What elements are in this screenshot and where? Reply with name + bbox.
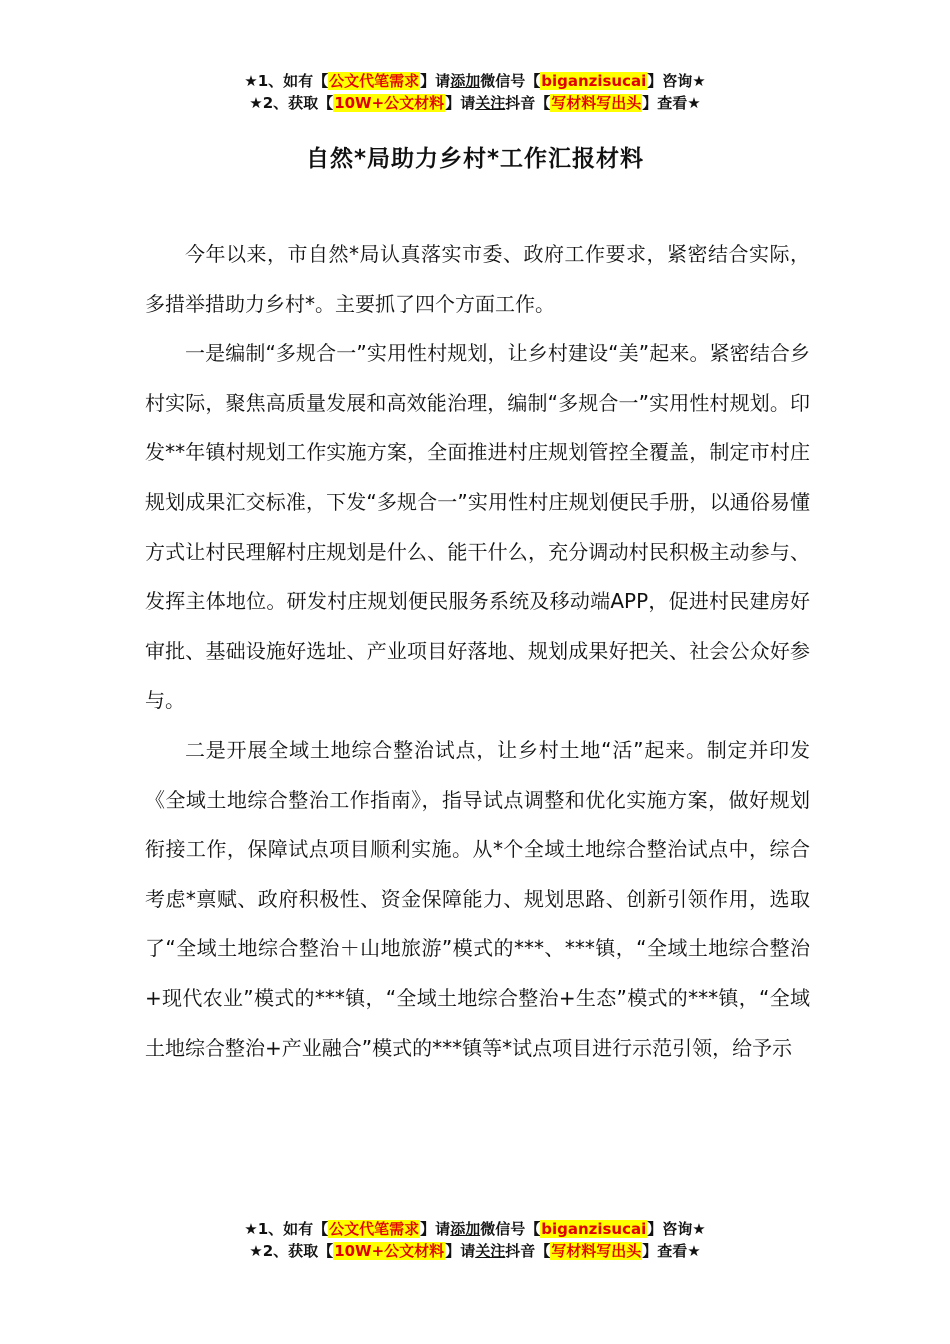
banner-highlight: 写材料写出头 [551, 94, 642, 112]
paragraph-land-consolidation: 二是开展全域土地综合整治试点，让乡村土地“活”起来。制定并印发《全域土地综合整治工作指南》，指导试点调整和优化实施方案，做好规划衔接工作，保障试点项目顺利实施。从*个全域土地综合整治试点中，综合考虑*禀赋、政府积极性、资金保障能力、规划思路、创新引领作用，选取了“全域土地综合整治＋山地旅游”模式的***、***镇，“全域土地综合整治+现代农业”模式的***镇，“全域土地综合整治+生态”模式的***镇，“全域土地综合整治+产业融合”模式的***镇等*试点项目进行示范引领，给予示 [145, 737, 810, 1060]
header-line-2 [0, 92, 950, 114]
banner-text: 】请 [445, 94, 476, 112]
banner-text: 抖音【 [505, 94, 551, 112]
banner-text: ★1、如有【 [244, 1220, 329, 1238]
paragraph-intro: 今年以来，市自然*局认真落实市委、政府工作要求，紧密结合实际，多措举措助力乡村*。主要抓了四个方面工作。 [145, 242, 810, 316]
banner-underlined: 关注 [475, 94, 506, 112]
banner-highlight: 写材料写出头 [551, 1242, 642, 1260]
banner-text: 】咨询★ [647, 1220, 706, 1238]
document-body [145, 230, 810, 1073]
banner-highlight: 10W+公文材料 [334, 94, 445, 112]
banner-text: 】查看★ [642, 94, 701, 112]
banner-highlight: biganzisucai [541, 1220, 647, 1238]
banner-text: 微信号【 [480, 72, 541, 90]
banner-highlight: 10W+公文材料 [334, 1242, 445, 1260]
banner-highlight: 公文代笔需求 [329, 72, 420, 90]
banner-text: ★2、获取【 [249, 1242, 334, 1260]
document-title: 自然*局助力乡村*工作汇报材料 [305, 146, 645, 172]
footer-banner [0, 1218, 950, 1262]
header-banner [0, 70, 950, 114]
banner-text: ★2、获取【 [249, 94, 334, 112]
banner-text: 】请 [420, 1220, 451, 1238]
banner-text: 】请 [445, 1242, 476, 1260]
banner-underlined: 关注 [475, 1242, 506, 1260]
banner-text: 】查看★ [642, 1242, 701, 1260]
paragraph-planning: 一是编制“多规合一”实用性村规划，让乡村建设“美”起来。紧密结合乡村实际，聚焦高质量发展和高效能治理，编制“多规合一”实用性村规划。印发**年镇村规划工作实施方案，全面推进村庄规划管控全覆盖，制定市村庄规划成果汇交标准，下发“多规合一”实用性村庄规划便民手册，以通俗易懂方式让村民理解村庄规划是什么、能干什么，充分调动村民积极主动参与、发挥主体地位。研发村庄规划便民服务系统及移动端APP，促进村民建房好审批、基础设施好选址、产业项目好落地、规划成果好把关、社会公众好参与。 [145, 341, 810, 713]
header-line-1 [0, 70, 950, 92]
banner-underlined: 添加 [450, 72, 481, 90]
footer-line-2 [0, 1240, 950, 1262]
banner-highlight: biganzisucai [541, 72, 647, 90]
banner-text: 】请 [420, 72, 451, 90]
banner-text: 】咨询★ [647, 72, 706, 90]
footer-line-1 [0, 1218, 950, 1240]
banner-text: ★1、如有【 [244, 72, 329, 90]
banner-text: 抖音【 [505, 1242, 551, 1260]
banner-underlined: 添加 [450, 1220, 481, 1238]
banner-highlight: 公文代笔需求 [329, 1220, 420, 1238]
banner-text: 微信号【 [480, 1220, 541, 1238]
